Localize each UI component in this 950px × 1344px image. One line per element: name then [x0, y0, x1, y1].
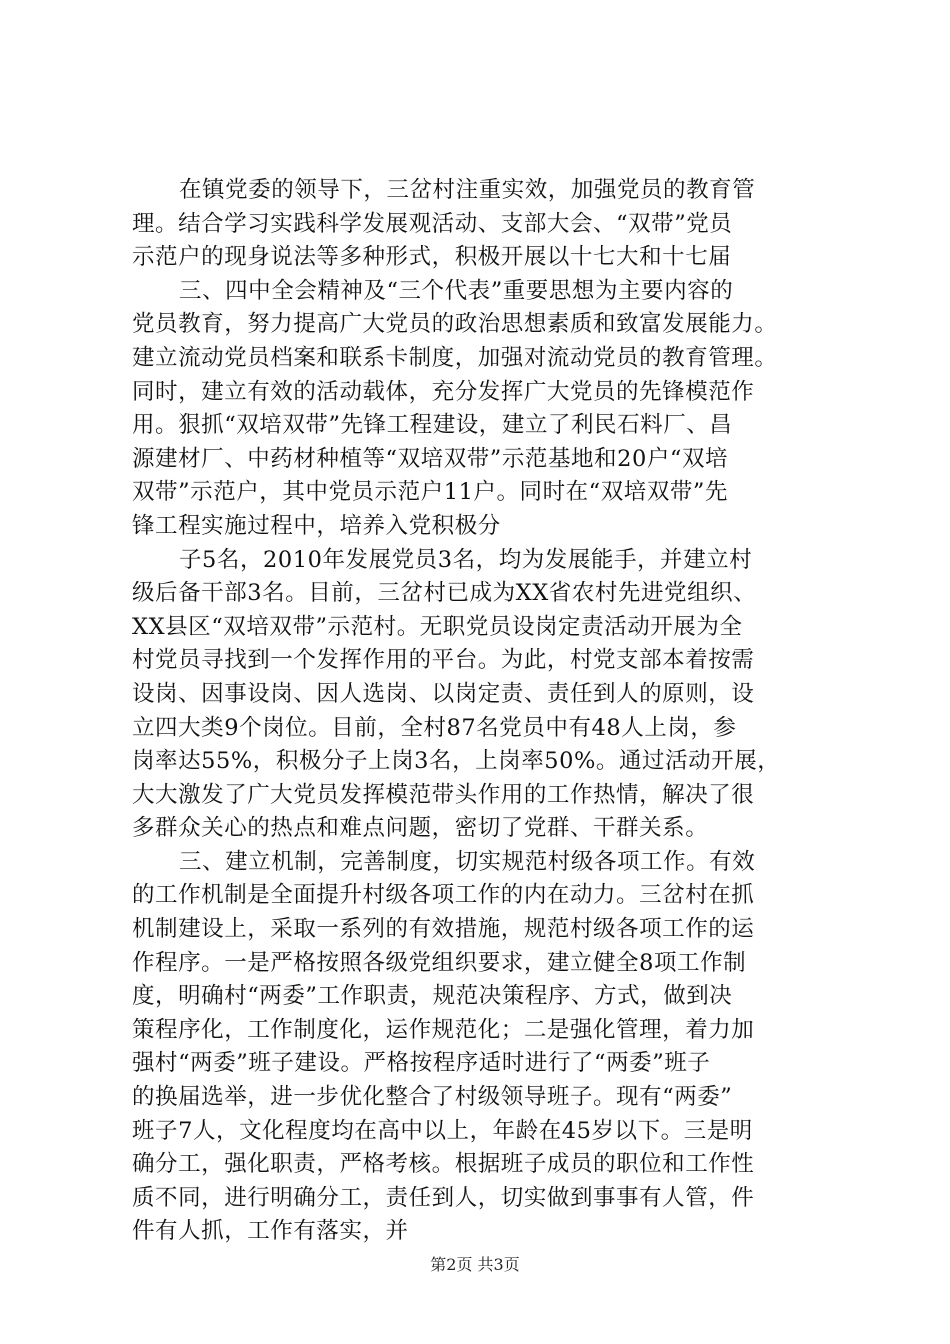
text-line: 件有人抓，工作有落实，并 [132, 1218, 409, 1245]
text-line: 锋工程实施过程中，培养入党积极分 [132, 512, 501, 539]
text-line: 大大激发了广大党员发挥模范带头作用的工作热情，解决了很 [132, 781, 755, 808]
text-line: 源建材厂、中药材种植等“双培双带”示范基地和20户“双培 [132, 445, 729, 472]
text-line: 三、建立机制，完善制度，切实规范村级各项工作。有效 [179, 848, 756, 875]
text-line: 村党员寻找到一个发挥作用的平台。为此，村党支部本着按需 [132, 647, 755, 674]
text-line: 度，明确村“两委”工作职责，规范决策程序、方式，做到决 [132, 983, 733, 1010]
text-line: 多群众关心的热点和难点问题，密切了党群、干群关系。 [132, 815, 709, 842]
text-line: 质不同，进行明确分工，责任到人，切实做到事事有人管，件 [132, 1184, 755, 1211]
text-line: 作程序。一是严格按照各级党组织要求，建立健全8项工作制 [132, 949, 747, 976]
text-line: 在镇党委的领导下，三岔村注重实效，加强党员的教育管 [179, 177, 756, 203]
text-line: 的换届选举，进一步优化整合了村级领导班子。现有“两委” [132, 1084, 733, 1111]
text-line: 用。狠抓“双培双带”先锋工程建设，建立了利民石料厂、昌 [132, 412, 733, 439]
text-line: 三、四中全会精神及“三个代表”重要思想为主要内容的 [179, 277, 734, 304]
text-line: 强村“两委”班子建设。严格按程序适时进行了“两委”班子 [132, 1050, 711, 1077]
text-line: 设岗、因事设岗、因人选岗、以岗定责、责任到人的原则，设 [132, 680, 755, 707]
text-line: 确分工，强化职责，严格考核。根据班子成员的职位和工作性 [132, 1151, 755, 1178]
text-line: 同时，建立有效的活动载体，充分发挥广大党员的先锋模范作 [132, 378, 755, 405]
text-line: 双带”示范户，其中党员示范户11户。同时在“双培双带”先 [132, 479, 729, 506]
text-line: 理。结合学习实践科学发展观活动、支部大会、“双带”党员 [132, 210, 733, 237]
document-body [132, 174, 822, 1249]
text-line: 党员教育，努力提高广大党员的政治思想素质和致富发展能力。 [132, 311, 778, 338]
text-line: XX县区“双培双带”示范村。无职党员设岗定责活动开展为全 [132, 613, 743, 640]
text-line: 子5名，2010年发展党员3名，均为发展能手，并建立村 [179, 546, 753, 573]
text-line: 立四大类9个岗位。目前，全村87名党员中有48人上岗，参 [132, 714, 737, 741]
text-line: 策程序化，工作制度化，运作规范化；二是强化管理，着力加 [132, 1016, 755, 1043]
text-line: 的工作机制是全面提升村级各项工作的内在动力。三岔村在抓 [132, 882, 755, 909]
text-line: 岗率达55%，积极分子上岗3名，上岗率50%。通过活动开展， [132, 748, 781, 775]
text-line: 示范户的现身说法等多种形式，积极开展以十七大和十七届 [132, 244, 732, 271]
page-number-footer: 第2页 共3页 [430, 1255, 520, 1274]
text-line: 级后备干部3名。目前，三岔村已成为XX省农村先进党组织、 [132, 580, 757, 607]
text-line: 机制建设上，采取一系列的有效措施，规范村级各项工作的运 [132, 916, 755, 943]
text-line: 建立流动党员档案和联系卡制度，加强对流动党员的教育管理。 [132, 344, 778, 371]
text-line: 班子7人，文化程度均在高中以上，年龄在45岁以下。三是明 [132, 1117, 753, 1144]
